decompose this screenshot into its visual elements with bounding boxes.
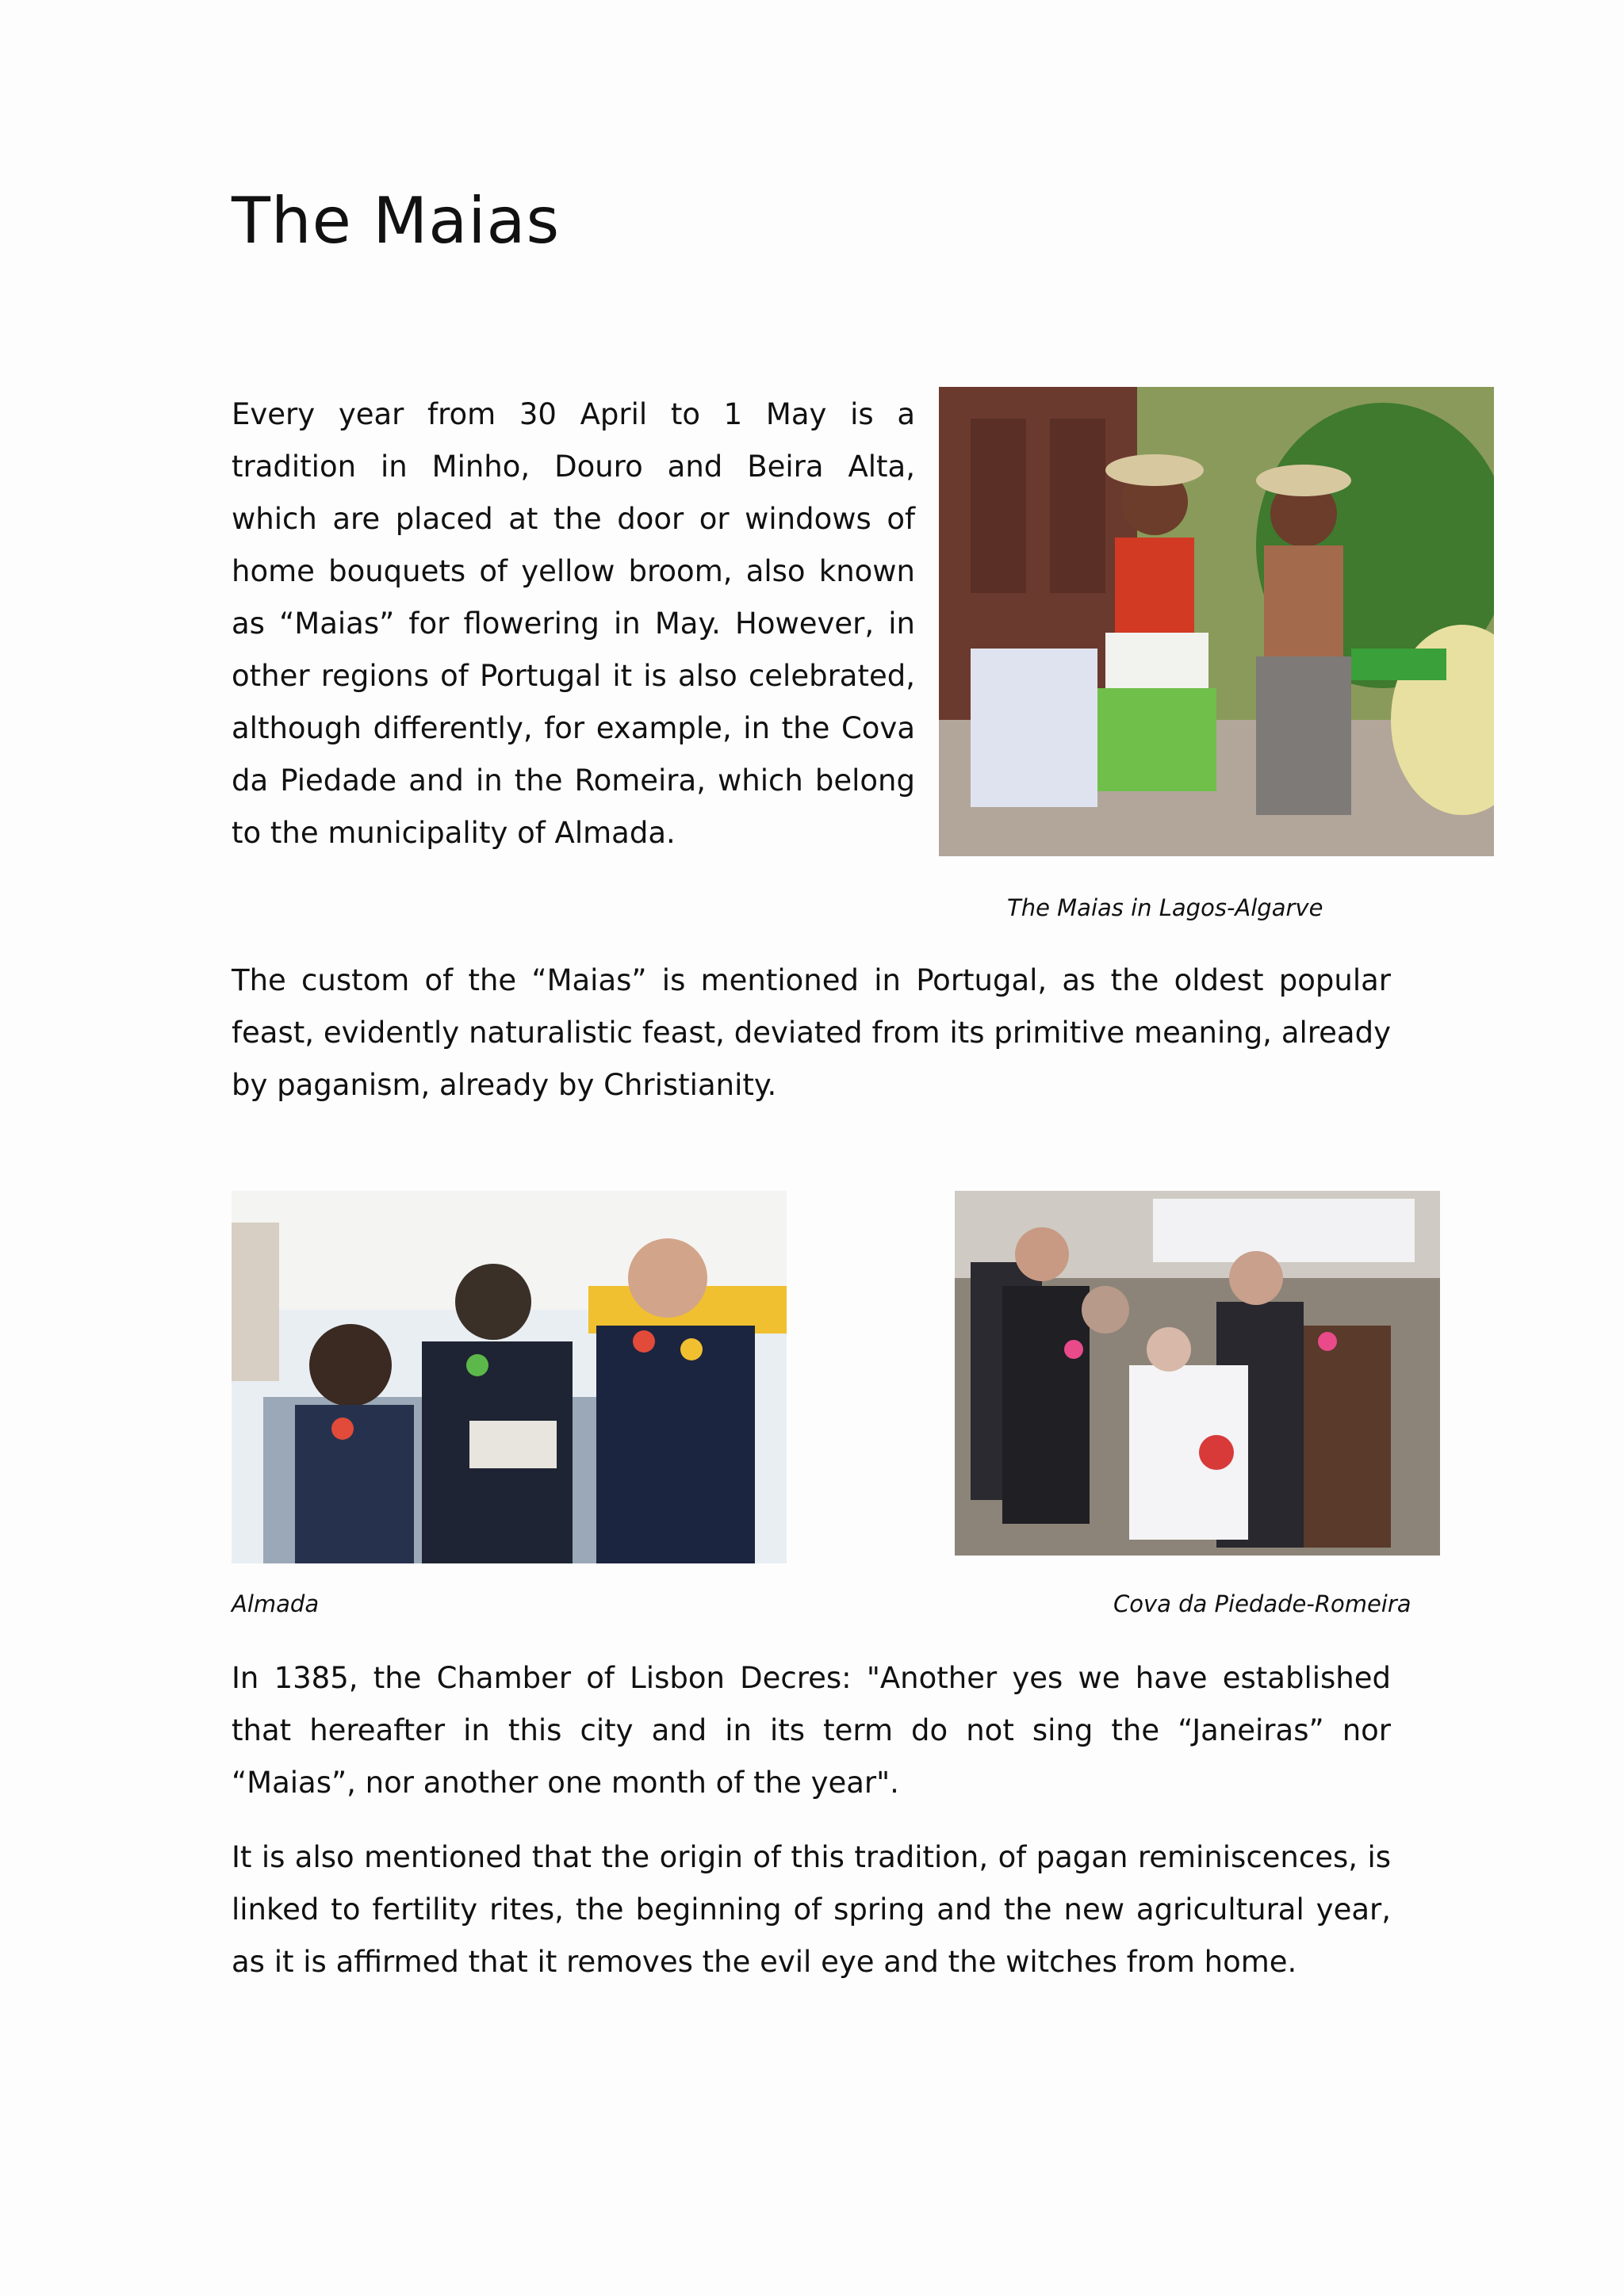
paragraph-intro: Every year from 30 April to 1 May is a tradition in Minho, Douro and Beira Alta, which are placed at the door or windows of home bouquets of yellow broom, also known as “Maias” for flowering in May. However, in other regions of Portugal it is also celebrated, although differently, for example, in the Cova da Piedade and in the Romeira, which belong to the municipality of Almada.: [232, 397, 915, 850]
paragraph-origin: It is also mentioned that the origin of this tradition, of pagan reminiscences, is linked to fertility rites, the beginning of spring and the new agricultural year, as it is affirmed that it removes the evil eye and the witches from home.: [232, 1840, 1391, 1979]
page-title: The Maias: [232, 184, 561, 258]
caption-almada: Almada: [232, 1590, 320, 1617]
photo-cova-da-piedade: [955, 1191, 1440, 1556]
paragraph-1385: In 1385, the Chamber of Lisbon Decres: "Another yes we have established that hereafter in this city and in its term do not sing the “Janeiras” nor “Maias”, nor another one month of the year".: [232, 1661, 1391, 1800]
caption-lagos: The Maias in Lagos-Algarve: [1007, 894, 1323, 921]
caption-cova-da-piedade: Cova da Piedade-Romeira: [1113, 1590, 1411, 1617]
photo-almada: [232, 1191, 787, 1563]
photo-maias-lagos: [939, 387, 1494, 856]
paragraph-custom: The custom of the “Maias” is mentioned in Portugal, as the oldest popular feast, evidently naturalistic feast, deviated from its primitive meaning, already by paganism, already by Christianity.: [232, 963, 1391, 1102]
